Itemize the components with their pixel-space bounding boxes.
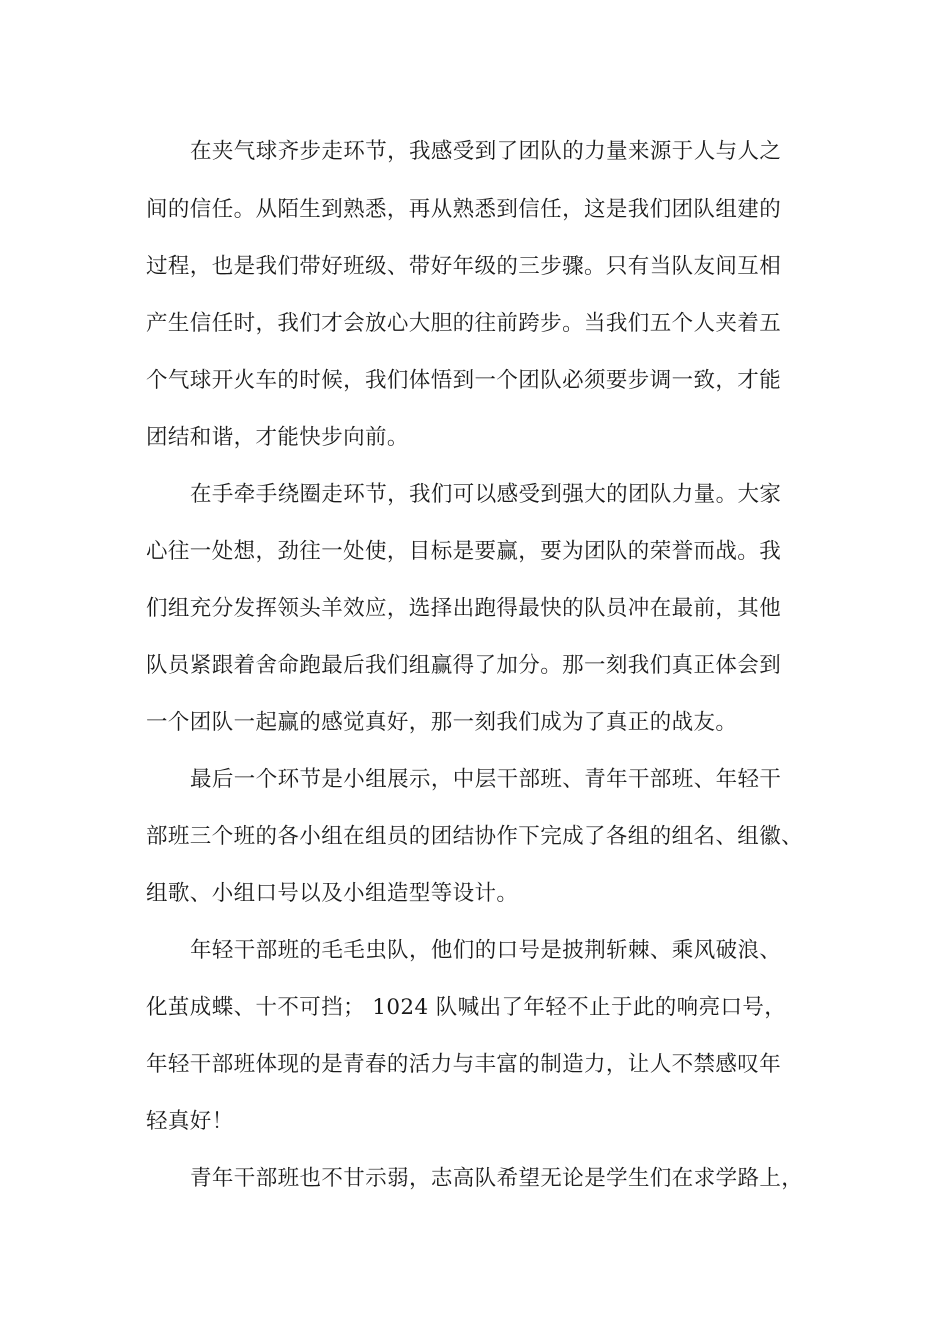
paragraph-2-line-1: 在手牵手绕圈走环节，我们可以感受到强大的团队力量。大家: [190, 482, 782, 507]
paragraph-2-line-4: 队员紧跟着舍命跑最后我们组赢得了加分。那一刻我们真正体会到: [146, 653, 782, 678]
paragraph-1-line-2: 间的信任。从陌生到熟悉，再从熟悉到信任，这是我们团队组建的: [146, 197, 782, 222]
paragraph-1-line-4: 产生信任时，我们才会放心大胆的往前跨步。当我们五个人夹着五: [146, 311, 782, 336]
paragraph-4-line-2: 化茧成蝶、十不可挡； 1024 队喊出了年轻不止于此的响亮口号，: [146, 995, 787, 1020]
paragraph-2-line-3: 们组充分发挥领头羊效应，选择出跑得最快的队员冲在最前，其他: [146, 596, 782, 621]
paragraph-4-line-4: 轻真好！: [146, 1109, 234, 1134]
paragraph-3-line-1: 最后一个环节是小组展示，中层干部班、青年干部班、年轻干: [190, 767, 782, 792]
paragraph-2-line-5: 一个团队一起赢的感觉真好，那一刻我们成为了真正的战友。: [146, 710, 738, 735]
paragraph-4-line-1: 年轻干部班的毛毛虫队，他们的口号是披荆斩棘、乘风破浪、: [190, 938, 782, 963]
paragraph-3-line-3: 组歌、小组口号以及小组造型等设计。: [146, 881, 519, 906]
paragraph-4-line-3: 年轻干部班体现的是青春的活力与丰富的制造力，让人不禁感叹年: [146, 1052, 782, 1077]
paragraph-5-line-1: 青年干部班也不甘示弱，志高队希望无论是学生们在求学路上，: [190, 1166, 804, 1191]
paragraph-1-line-3: 过程，也是我们带好班级、带好年级的三步骤。只有当队友间互相: [146, 254, 782, 279]
paragraph-3-line-2: 部班三个班的各小组在组员的团结协作下完成了各组的组名、组徽、: [146, 824, 804, 849]
paragraph-2-line-2: 心往一处想，劲往一处使，目标是要赢，要为团队的荣誉而战。我: [146, 539, 782, 564]
paragraph-1-line-6: 团结和谐，才能快步向前。: [146, 425, 409, 450]
paragraph-1-line-1: 在夹气球齐步走环节，我感受到了团队的力量来源于人与人之: [190, 139, 782, 164]
paragraph-1-line-5: 个气球开火车的时候，我们体悟到一个团队必须要步调一致，才能: [146, 368, 782, 393]
